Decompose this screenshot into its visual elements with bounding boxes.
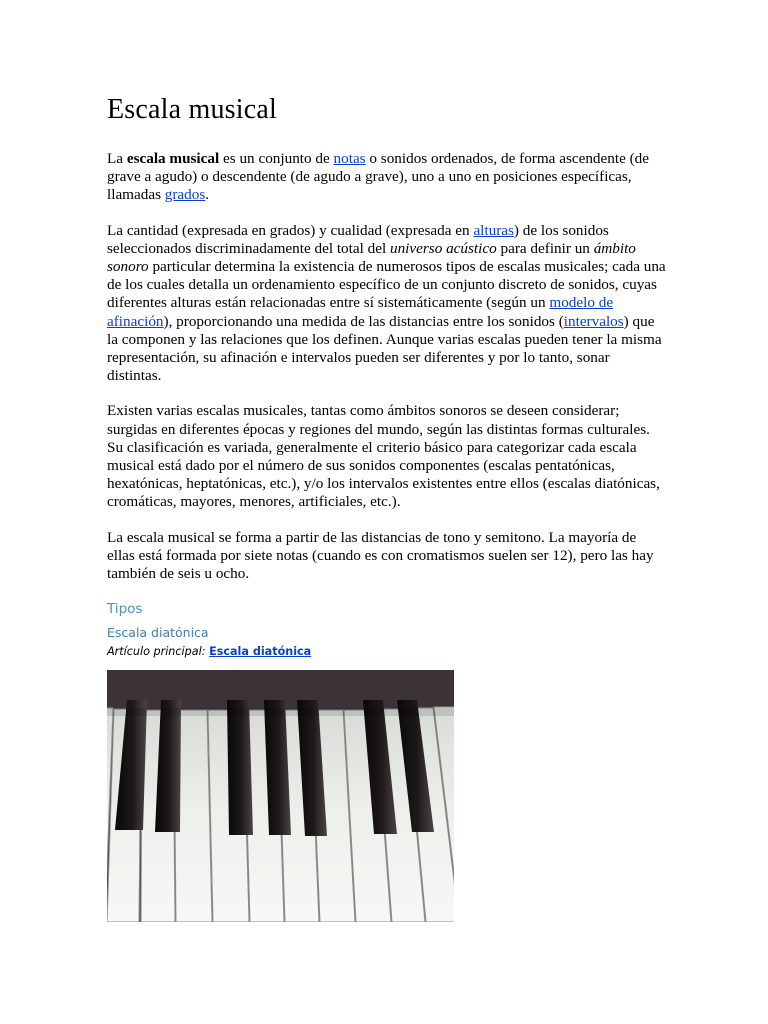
text: es un conjunto de [219, 150, 334, 167]
text: La [107, 150, 127, 167]
section-heading-tipos: Tipos [107, 601, 143, 618]
text: ) que la componen y las relaciones que los definen. Aunque varias escalas pueden tener la misma representación, su afinación e intervalos pueden ser diferentes y por lo tanto, sonar distintas. [107, 312, 662, 385]
main-article-link[interactable]: Escala diatónica [209, 645, 312, 659]
main-article-note [107, 644, 667, 660]
piano-keyboard-illustration [107, 670, 454, 922]
main-article-label: Artículo principal: [107, 645, 210, 659]
text: . [205, 186, 210, 204]
link-notas[interactable]: notas [333, 150, 366, 167]
italic-term: universo acústico [389, 239, 497, 257]
italic-term: ámbito sonoro [107, 239, 636, 276]
link-modelo-de-afinacion[interactable]: modelo de afinación [107, 294, 614, 330]
text: ) de los sonidos seleccionados discriminadamente del total del [107, 221, 609, 257]
subsection-heading: Escala diatónica [107, 625, 209, 641]
paragraph-intro [107, 150, 667, 205]
page-title: Escala musical [107, 94, 277, 125]
text: particular determina la existencia de numerosos tipos de escalas musicales; cada una de los cuales detalla un ordenamiento específico de un conjunto discreto de sonidos, cuyas diferentes alturas están relacionadas entre sí sistemáticamente (según un [107, 258, 666, 312]
paragraph-existen: Existen varias escalas musicales, tantas como ámbitos sonoros se deseen considerar; surgidas en diferentes épocas y regiones del mundo, según las distintas formas culturales. Su clasificación es variada, generalmente el criterio básico para categorizar cada escala musical está dado por el número de sus sonidos componentes (escalas pentatónicas, hexatónicas, heptatónicas, etc.), y/o los intervalos existentes entre ellos (escalas diatónicas, cromáticas, mayores, menores, artificiales, etc.). [107, 402, 660, 511]
article [107, 92, 667, 660]
link-alturas[interactable]: alturas [473, 221, 514, 239]
paragraph-cantidad [107, 222, 667, 386]
link-intervalos[interactable]: intervalos [563, 312, 624, 330]
text: para definir un [496, 239, 594, 257]
bold-term: escala musical [126, 150, 220, 167]
text: o sonidos ordenados, de forma ascendente (de grave a agudo) o descendente (de agudo a grave), uno a uno en posiciones específicas, llamadas [107, 150, 650, 204]
text: ), proporcionando una medida de las distancias entre los sonidos ( [163, 312, 564, 330]
paragraph-formacion: La escala musical se forma a partir de las distancias de tono y semitono. La mayoría de ellas está formada por siete notas (cuando es con cromatismos suelen ser 12), pero las hay también de seis u ocho. [107, 528, 654, 583]
text: La cantidad (expresada en grados) y cualidad (expresada en [107, 221, 474, 239]
piano-keys-image [107, 670, 454, 922]
link-grados[interactable]: grados [164, 186, 206, 204]
